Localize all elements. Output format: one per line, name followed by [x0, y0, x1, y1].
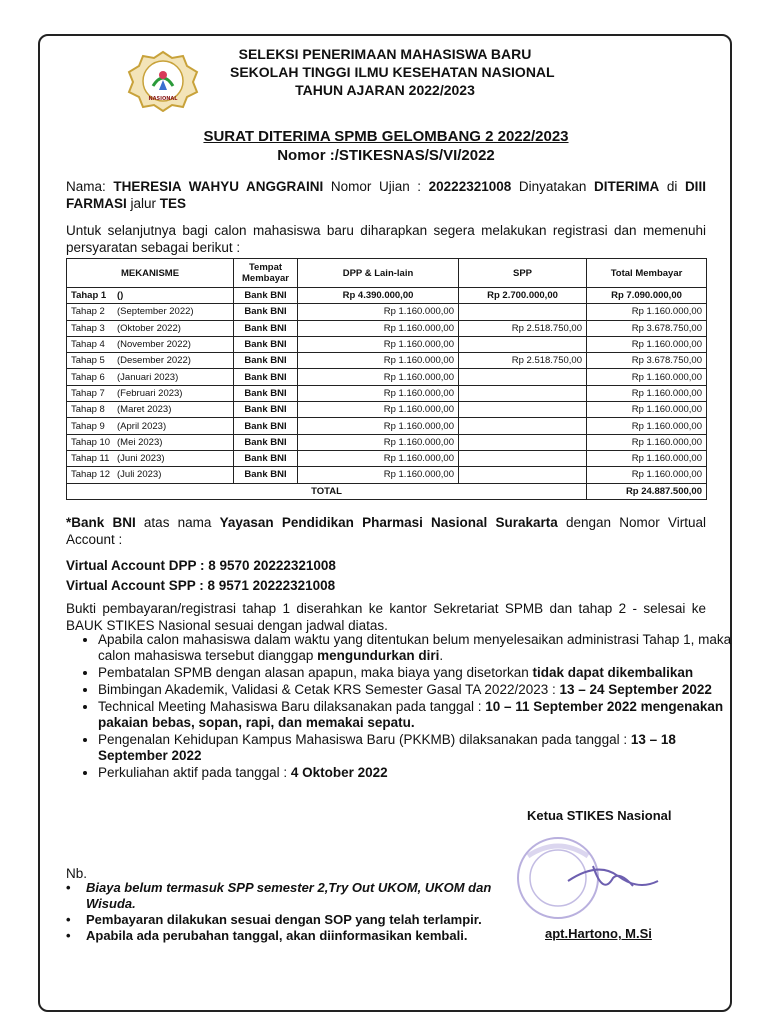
dpp-cell: Rp 1.160.000,00: [298, 450, 459, 466]
spp-cell: [459, 369, 587, 385]
table-row: [67, 434, 707, 450]
spp-cell: [459, 336, 587, 352]
header-spp: SPP: [459, 259, 587, 288]
table-row: [67, 402, 707, 418]
stage-label: Tahap 9: [71, 420, 105, 432]
dpp-cell: Rp 1.160.000,00: [298, 336, 459, 352]
list-item: [98, 732, 738, 764]
list-item-emphasis: 13 – 18 September 2022: [98, 732, 676, 763]
total-label: TOTAL: [67, 483, 587, 499]
title-line1: SURAT DITERIMA SPMB GELOMBANG 2 2022/2023: [203, 128, 569, 145]
stage-label: Tahap 8: [71, 404, 105, 416]
total-cell: Rp 1.160.000,00: [587, 467, 707, 483]
dpp-cell: Rp 1.160.000,00: [298, 353, 459, 369]
payment-place-cell: Bank BNI: [234, 320, 298, 336]
stage-period: (Juli 2023): [117, 469, 162, 481]
bukti-paragraph: Bukti pembayaran/registrasi tahap 1 diserahkan ke kantor Sekretariat SPMB dan tahap 2 - selesai ke BAUK STIKES Nasional sesuai dengan jadwal diatas.: [66, 601, 706, 633]
total-cell: Rp 7.090.000,00: [587, 288, 707, 304]
mechanism-cell: [67, 385, 234, 401]
total-cell: Rp 1.160.000,00: [587, 336, 707, 352]
stage-period: (Mei 2023): [117, 436, 163, 448]
stage-period: (September 2022): [117, 306, 194, 318]
admission-path: TES: [159, 196, 187, 211]
list-item-emphasis: 10 – 11 September 2022 mengenakan pakaian bebas, sopan, rapi, dan memakai sepatu.: [98, 699, 724, 730]
list-item: [98, 699, 738, 731]
total-cell: Rp 1.160.000,00: [587, 385, 707, 401]
dpp-cell: Rp 1.160.000,00: [298, 418, 459, 434]
letter-title: [66, 127, 706, 165]
total-value: Rp 24.887.500,00: [587, 483, 707, 499]
nama-label: Nama:: [66, 179, 106, 194]
header-mekanisme: MEKANISME: [67, 259, 234, 288]
note-item: • Biaya belum termasuk SPP semester 2,Try Out UKOM, UKOM dan Wisuda.: [66, 880, 506, 912]
payment-place-cell: Bank BNI: [234, 450, 298, 466]
mechanism-cell: [67, 320, 234, 336]
payment-place-cell: Bank BNI: [234, 369, 298, 385]
spp-cell: Rp 2.518.750,00: [459, 320, 587, 336]
dpp-cell: Rp 1.160.000,00: [298, 385, 459, 401]
list-item-suffix: .: [439, 648, 444, 663]
table-row: [67, 369, 707, 385]
payment-place-cell: Bank BNI: [234, 336, 298, 352]
stage-label: Tahap 5: [71, 355, 105, 367]
instruction-paragraph: Untuk selanjutnya bagi calon mahasiswa baru diharapkan segera melakukan registrasi dan memenuhi persyaratan sebagai berikut :: [66, 223, 706, 255]
jalur-label: jalur: [130, 196, 157, 211]
stage-label: Tahap 6: [71, 371, 105, 383]
table-row: [67, 288, 707, 304]
stage-period: (Februari 2023): [117, 387, 183, 399]
stage-label: Tahap 12: [71, 469, 111, 481]
list-item: [98, 765, 738, 781]
header-dpp: DPP & Lain-lain: [298, 259, 459, 288]
bank-note-rest: dengan Nomor Virtual Account :: [66, 515, 706, 547]
requirements-list: [66, 632, 738, 782]
mechanism-cell: [67, 336, 234, 352]
stage-period: (Oktober 2022): [117, 322, 181, 334]
stage-label: Tahap 1: [71, 290, 107, 302]
student-name: THERESIA WAHYU ANGGRAINI: [113, 179, 324, 194]
mechanism-cell: [67, 353, 234, 369]
list-item: [98, 665, 738, 681]
stage-period: (Juni 2023): [117, 453, 165, 465]
list-item: [98, 682, 738, 698]
notes-list: [66, 880, 506, 944]
list-item-emphasis: mengundurkan diri: [317, 648, 440, 663]
title-number: Nomor :/STIKESNAS/S/VI/2022: [277, 147, 495, 164]
letter-header: [230, 45, 555, 99]
spp-cell: [459, 402, 587, 418]
stage-period: (November 2022): [117, 339, 191, 351]
table-row: [67, 385, 707, 401]
table-row: [67, 450, 707, 466]
total-cell: Rp 1.160.000,00: [587, 450, 707, 466]
bank-name: *Bank BNI: [66, 515, 136, 530]
spp-cell: Rp 2.700.000,00: [459, 288, 587, 304]
payment-place-cell: Bank BNI: [234, 288, 298, 304]
foundation-name: Yayasan Pendidikan Pharmasi Nasional Surakarta: [219, 515, 558, 530]
nomor-label: Nomor Ujian :: [330, 179, 422, 194]
stage-label: Tahap 7: [71, 387, 105, 399]
stage-period: (Januari 2023): [117, 371, 179, 383]
dpp-cell: Rp 1.160.000,00: [298, 304, 459, 320]
total-cell: Rp 3.678.750,00: [587, 320, 707, 336]
dpp-cell: Rp 1.160.000,00: [298, 402, 459, 418]
mechanism-cell: [67, 418, 234, 434]
list-item-text: Apabila calon mahasiswa dalam waktu yang ditentukan belum menyelesaikan administrasi Tahap 1, maka calon mahasiswa tersebut dianggap: [98, 632, 732, 663]
list-item-text: Bimbingan Akademik, Validasi & Cetak KRS Semester Gasal TA 2022/2023 :: [98, 682, 560, 697]
spp-cell: [459, 304, 587, 320]
atas-nama-text: atas nama: [143, 515, 212, 530]
table-row: [67, 353, 707, 369]
mechanism-cell: [67, 467, 234, 483]
header-line3: TAHUN AJARAN 2022/2023: [295, 82, 475, 98]
table-header-row: [67, 259, 707, 288]
dpp-cell: Rp 1.160.000,00: [298, 467, 459, 483]
header-line1: SELEKSI PENERIMAAN MAHASISWA BARU: [238, 46, 532, 62]
list-item-text: Pembatalan SPMB dengan alasan apapun, maka biaya yang disetorkan: [98, 665, 533, 680]
mechanism-cell: [67, 304, 234, 320]
table-row: [67, 320, 707, 336]
stage-period: (Maret 2023): [117, 404, 172, 416]
table-row: [67, 336, 707, 352]
total-cell: Rp 1.160.000,00: [587, 434, 707, 450]
payment-place-cell: Bank BNI: [234, 385, 298, 401]
stage-label: Tahap 10: [71, 436, 111, 448]
study-program: DIII FARMASI: [66, 179, 706, 211]
dpp-cell: Rp 1.160.000,00: [298, 369, 459, 385]
table-row: [67, 418, 707, 434]
header-tempat: Tempat Membayar: [234, 259, 298, 288]
stage-label: Tahap 4: [71, 339, 105, 351]
bank-note: [66, 514, 706, 548]
total-cell: Rp 1.160.000,00: [587, 402, 707, 418]
payment-place-cell: Bank BNI: [234, 304, 298, 320]
intro-paragraph: [66, 178, 706, 212]
mechanism-cell: [67, 369, 234, 385]
list-item-emphasis: 4 Oktober 2022: [290, 765, 388, 780]
spp-cell: [459, 434, 587, 450]
dpp-cell: Rp 1.160.000,00: [298, 434, 459, 450]
payment-table: [66, 258, 707, 500]
list-item-text: Technical Meeting Mahasiswa Baru dilaksanakan pada tanggal :: [98, 699, 486, 714]
table-row: [67, 467, 707, 483]
signatory-name: apt.Hartono, M.Si: [545, 926, 652, 941]
stage-period: (April 2023): [117, 420, 167, 432]
stage-label: Tahap 11: [71, 453, 110, 465]
total-cell: Rp 1.160.000,00: [587, 369, 707, 385]
payment-place-cell: Bank BNI: [234, 467, 298, 483]
spp-cell: [459, 450, 587, 466]
stage-label: Tahap 2: [71, 306, 105, 318]
stage-period: (Desember 2022): [117, 355, 191, 367]
mechanism-cell: [67, 450, 234, 466]
virtual-account-dpp: Virtual Account DPP : 8 9570 20222321008: [66, 558, 336, 573]
total-cell: Rp 1.160.000,00: [587, 304, 707, 320]
note-item: • Apabila ada perubahan tanggal, akan diinformasikan kembali.: [66, 928, 506, 944]
spp-cell: Rp 2.518.750,00: [459, 353, 587, 369]
mechanism-cell: [67, 288, 234, 304]
stage-label: Tahap 3: [71, 322, 105, 334]
list-item-emphasis: 13 – 24 September 2022: [559, 682, 712, 697]
stikes-logo: [125, 50, 201, 112]
exam-number: 20222321008: [428, 179, 512, 194]
payment-place-cell: Bank BNI: [234, 418, 298, 434]
table-total-row: [67, 483, 707, 499]
dinyatakan-text: Dinyatakan: [518, 179, 587, 194]
mechanism-cell: [67, 434, 234, 450]
payment-place-cell: Bank BNI: [234, 434, 298, 450]
virtual-account-spp: Virtual Account SPP : 8 9571 20222321008: [66, 578, 336, 593]
header-total: Total Membayar: [587, 259, 707, 288]
list-item-text: Pengenalan Kehidupan Kampus Mahasiswa Baru (PKKMB) dilaksanakan pada tanggal :: [98, 732, 631, 747]
total-cell: Rp 1.160.000,00: [587, 418, 707, 434]
payment-place-cell: Bank BNI: [234, 402, 298, 418]
spp-cell: [459, 385, 587, 401]
admission-status: DITERIMA: [593, 179, 660, 194]
signature-title: Ketua STIKES Nasional: [527, 808, 672, 823]
list-item-text: Perkuliahan aktif pada tanggal :: [98, 765, 291, 780]
di-text: di: [666, 179, 678, 194]
mechanism-cell: [67, 402, 234, 418]
payment-place-cell: Bank BNI: [234, 353, 298, 369]
header-line2: SEKOLAH TINGGI ILMU KESEHATAN NASIONAL: [230, 64, 555, 80]
table-row: [67, 304, 707, 320]
dpp-cell: Rp 4.390.000,00: [298, 288, 459, 304]
official-stamp-signature: [508, 826, 668, 926]
dpp-cell: Rp 1.160.000,00: [298, 320, 459, 336]
notes-label: Nb.: [66, 866, 88, 881]
svg-text:NASIONAL: NASIONAL: [148, 96, 178, 102]
total-cell: Rp 3.678.750,00: [587, 353, 707, 369]
stage-period: (): [117, 290, 124, 302]
list-item-emphasis: tidak dapat dikembalikan: [532, 665, 694, 680]
note-item: • Pembayaran dilakukan sesuai dengan SOP yang telah terlampir.: [66, 912, 506, 928]
list-item: [98, 632, 738, 664]
spp-cell: [459, 418, 587, 434]
spp-cell: [459, 467, 587, 483]
